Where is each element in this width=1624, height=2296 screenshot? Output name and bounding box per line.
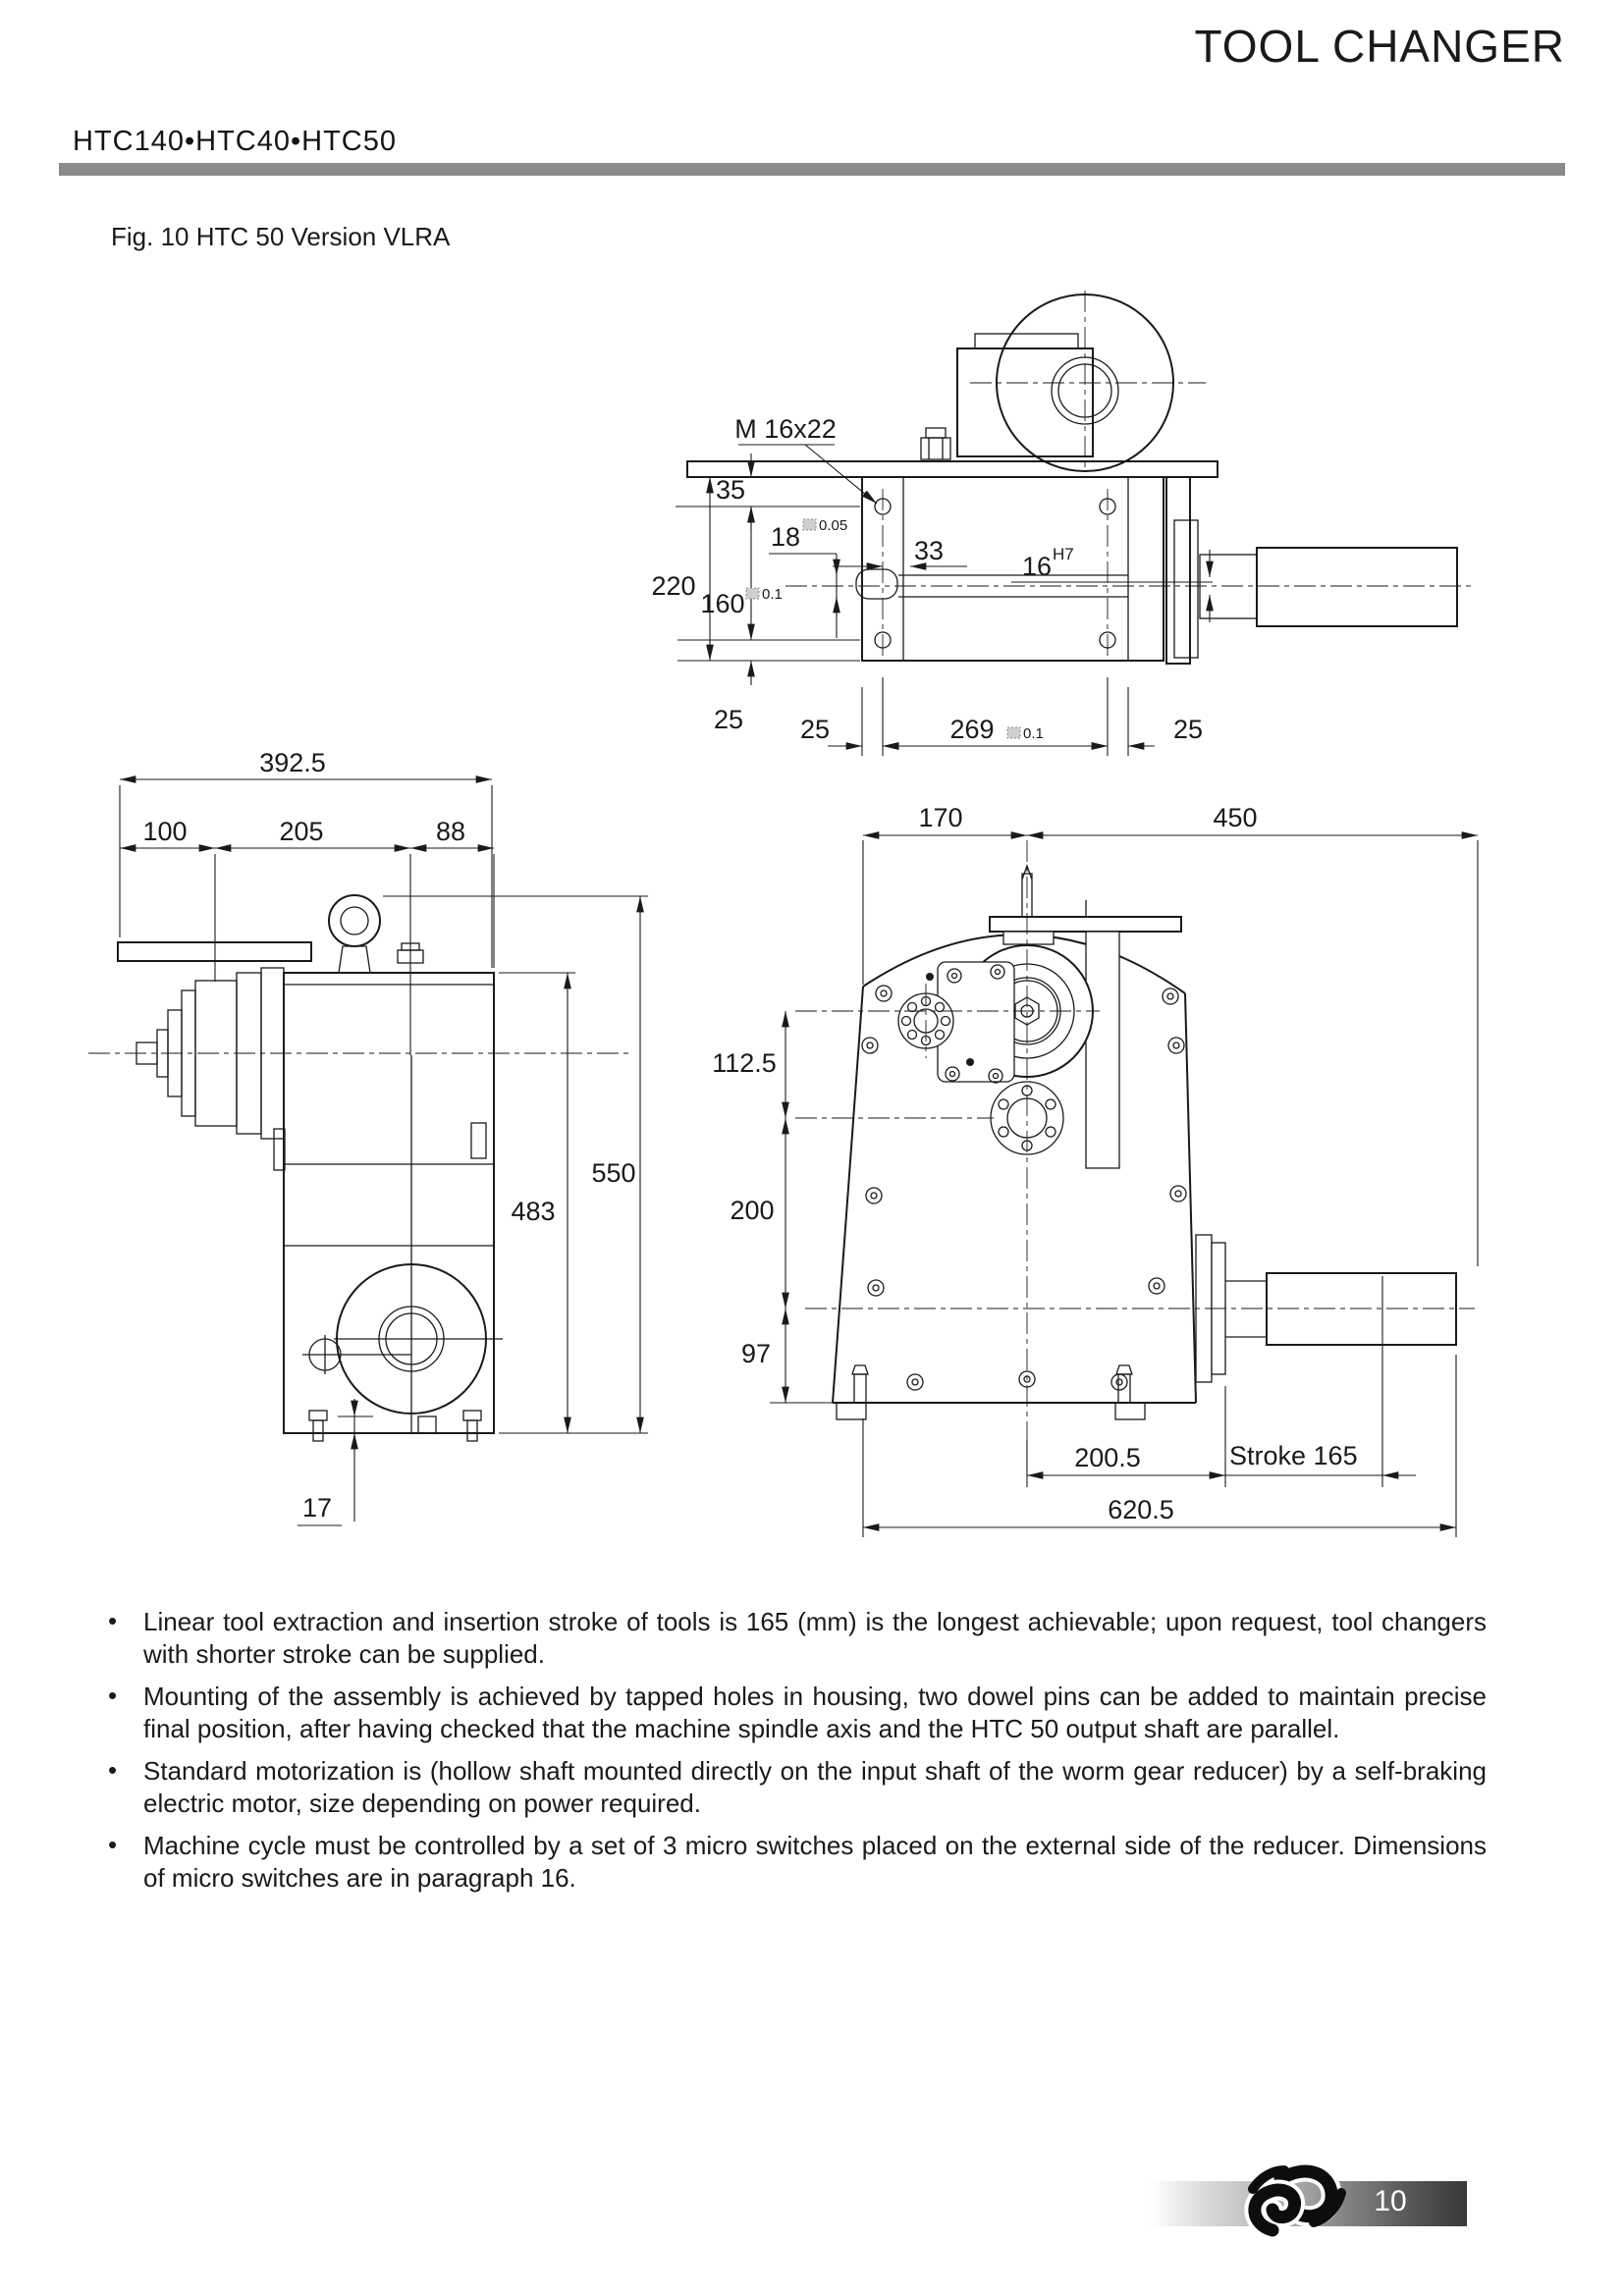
bullet-marker: • (108, 1606, 118, 1635)
front-view-dimensions (712, 803, 1478, 1537)
motor-top-view (921, 291, 1206, 471)
dim-483: 483 (511, 1197, 556, 1226)
dim-269-tol: 0.1 (1023, 725, 1044, 742)
dim-100: 100 (142, 817, 188, 846)
dim-35: 35 (715, 475, 746, 505)
note-item (98, 1755, 1487, 1820)
brand-logo (1239, 2156, 1355, 2250)
note-item (98, 1830, 1487, 1895)
bullet-marker: • (108, 1755, 118, 1785)
note-text: Machine cycle must be controlled by a set of 3 micro switches placed on the external side of the reducer. Dimensions of micro switches are in paragraph 16. (143, 1831, 1487, 1893)
dim-16: 16 (1021, 552, 1053, 581)
side-view-drawing (74, 736, 682, 1541)
page-number: 10 (1374, 2185, 1407, 2217)
dim-550: 550 (591, 1158, 636, 1188)
dim-170: 170 (918, 803, 963, 832)
tolerance-symbol (803, 519, 816, 530)
figure-caption: Fig. 10 HTC 50 Version VLRA (111, 222, 451, 251)
dim-205: 205 (279, 817, 324, 846)
dim-450: 450 (1213, 803, 1258, 832)
bullet-marker: • (108, 1681, 118, 1710)
models-heading: HTC140•HTC40•HTC50 (73, 126, 398, 157)
note-text: Linear tool extraction and insertion stroke of tools is 165 (mm) is the longest achievable; upon request, tool changers with shorter stroke can be supplied. (143, 1607, 1487, 1669)
dim-97: 97 (740, 1339, 772, 1368)
dim-16-fit: H7 (1053, 545, 1074, 563)
top-view-drawing (619, 265, 1492, 775)
front-view-drawing (687, 775, 1522, 1561)
dim-25-b1: 25 (799, 715, 831, 744)
dim-17: 17 (301, 1493, 333, 1522)
dim-m16x22: M 16x22 (734, 414, 837, 444)
dim-620-5: 620.5 (1108, 1495, 1174, 1524)
dim-88: 88 (435, 817, 466, 846)
tolerance-symbol (746, 588, 759, 599)
dim-160-tol: 0.1 (762, 586, 783, 603)
note-text: Mounting of the assembly is achieved by tapped holes in housing, two dowel pins can be added to maintain precise final position, after having checked that the machine spindle axis and the HTC 50 output shaft are parallel. (143, 1682, 1487, 1743)
dim-33: 33 (913, 536, 945, 565)
note-item (98, 1681, 1487, 1745)
dim-25-left: 25 (713, 705, 744, 734)
tolerance-symbol (1007, 727, 1020, 738)
housing-top-view (687, 461, 1473, 661)
dim-200: 200 (730, 1196, 775, 1225)
note-item (98, 1606, 1487, 1671)
bullet-marker: • (108, 1830, 118, 1859)
dim-269: 269 (949, 715, 995, 744)
dim-392-5: 392.5 (259, 748, 326, 777)
dim-stroke: Stroke 165 (1229, 1441, 1358, 1470)
page-title: TOOL CHANGER (1194, 21, 1565, 72)
dim-160: 160 (700, 589, 745, 618)
note-text: Standard motorization is (hollow shaft mounted directly on the input shaft of the worm gear reducer) by a self-braking electric motor, size depending on power required. (143, 1756, 1487, 1818)
dim-25-b2: 25 (1172, 715, 1204, 744)
dim-112-5: 112.5 (712, 1048, 777, 1078)
header-rule (59, 163, 1565, 176)
dim-18: 18 (770, 522, 801, 552)
notes-list (98, 1606, 1487, 1904)
dim-18-tol: 0.05 (819, 517, 848, 534)
dim-220: 220 (651, 571, 696, 601)
dim-200-5: 200.5 (1074, 1443, 1141, 1472)
housing-side-view (274, 895, 503, 1441)
input-flange-front-view (898, 962, 1014, 1083)
